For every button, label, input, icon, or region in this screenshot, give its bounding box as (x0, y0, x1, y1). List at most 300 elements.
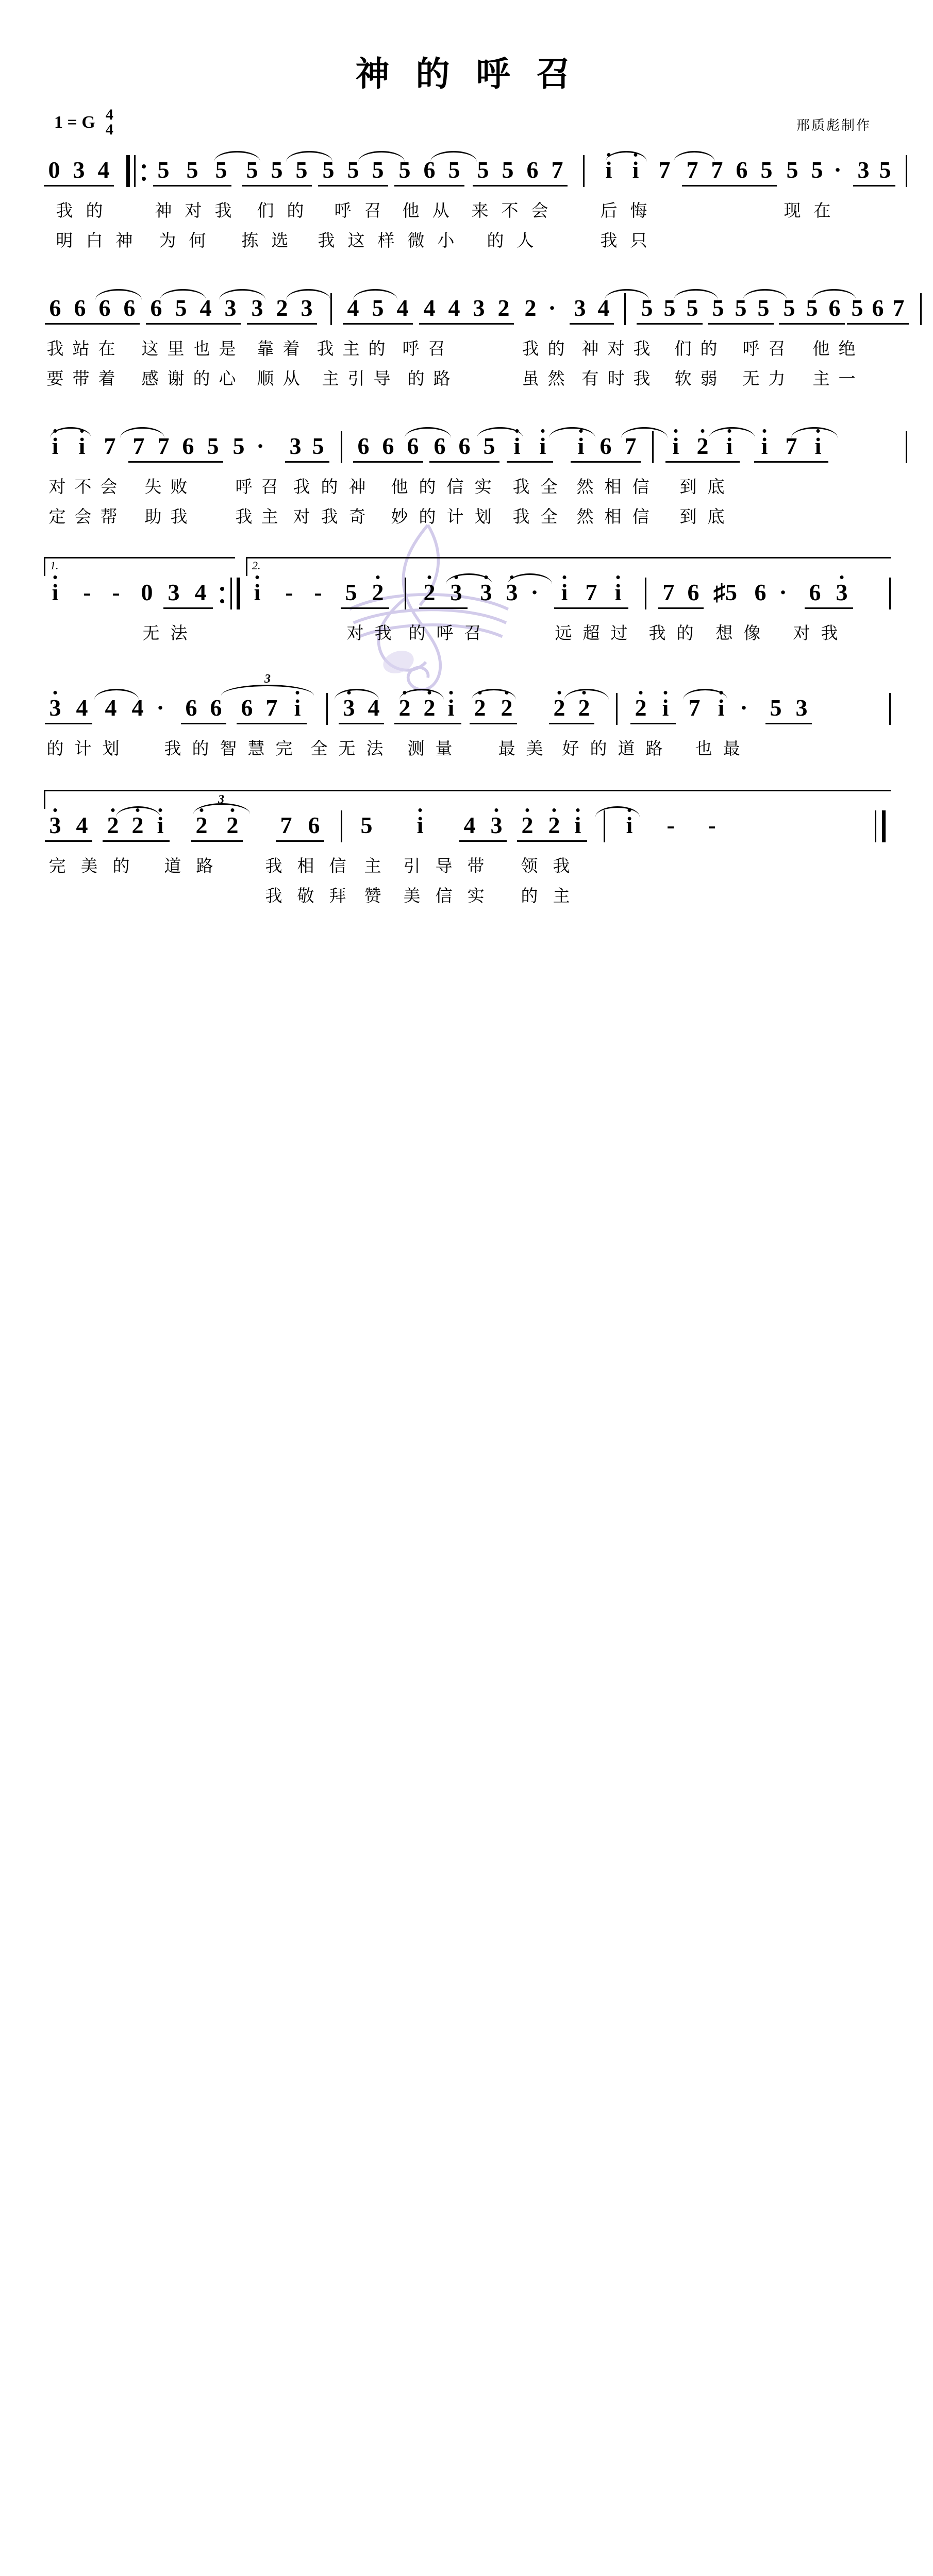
octave-dot-high (553, 808, 556, 812)
octave-dot-high (664, 691, 668, 694)
octave-dot-high (763, 429, 767, 433)
beam (237, 723, 307, 724)
octave-dot-high (515, 429, 519, 433)
dotted-rhythm-dot: · (834, 157, 842, 183)
note: 5 (448, 157, 460, 183)
octave-dot-high (674, 429, 678, 433)
beam (341, 607, 389, 609)
note: 6 (49, 295, 61, 321)
note: i (614, 579, 622, 605)
note: i (605, 157, 612, 183)
note: i (561, 579, 568, 605)
dotted-rhythm-dot: · (779, 579, 787, 605)
note: i (574, 812, 581, 838)
note: 7 (585, 579, 597, 605)
system-3 (44, 424, 889, 533)
triplet-marker: 3 (218, 793, 224, 806)
key-label: 1 = G (54, 112, 95, 132)
barline (889, 578, 891, 609)
beam (853, 185, 895, 187)
volta-label-2: 2. (252, 559, 261, 572)
beam (339, 723, 384, 724)
beam (242, 185, 312, 187)
note: 5 (735, 295, 747, 321)
beam (637, 323, 703, 325)
beam (658, 607, 704, 609)
octave-dot-high (701, 429, 705, 433)
note: 7 (658, 157, 671, 183)
final-thick-bar (882, 810, 886, 842)
barline (341, 431, 342, 463)
note: 4 (131, 694, 144, 721)
note: 2 (131, 812, 144, 838)
octave-dot-high (478, 691, 482, 694)
note: 3 (574, 295, 586, 321)
beam (419, 323, 514, 325)
barline (906, 431, 907, 463)
note: 0 (48, 157, 60, 183)
octave-dot-high (347, 691, 351, 694)
system-3-lyric-verse2: 定 会 帮 助 我 我 主 对 我 奇 妙 的 计 划 我 全 然 相 信 到 底 (48, 506, 725, 527)
volta-label-1: 1. (50, 559, 59, 572)
note: 5 (786, 157, 798, 183)
beam (45, 840, 92, 842)
beam (754, 461, 828, 463)
barline (330, 293, 332, 325)
note: 3 (168, 579, 180, 605)
beam (805, 607, 853, 609)
note: 3 (73, 157, 85, 183)
note: 3 (473, 295, 485, 321)
beam (507, 461, 553, 463)
note: 5 (175, 295, 187, 321)
header-row (0, 100, 933, 142)
note: 6 (407, 433, 419, 459)
note: 2 (474, 694, 486, 721)
beam (429, 461, 499, 463)
note: i (632, 157, 639, 183)
beam (285, 461, 329, 463)
note: i (814, 433, 822, 459)
time-signature (103, 108, 113, 137)
octave-dot-high (403, 691, 407, 694)
note: 2 (578, 694, 590, 721)
note: 2 (521, 812, 534, 838)
note: 6 (423, 157, 436, 183)
beam (146, 323, 241, 325)
note: 5 (215, 157, 227, 183)
octave-dot-high (617, 575, 620, 579)
note: 5 (663, 295, 676, 321)
beam (394, 185, 464, 187)
note: 3 (795, 694, 808, 721)
note: 4 (448, 295, 460, 321)
note: 7 (711, 157, 723, 183)
beam (665, 461, 740, 463)
note: 5 (271, 157, 283, 183)
repeat-dot (220, 587, 224, 591)
note: 7 (662, 579, 675, 605)
beam (163, 607, 213, 609)
system-6-lyric-verse2: 我 敬 拜 赞 美 信 实 的 主 (265, 886, 570, 906)
note: 5 (806, 295, 818, 321)
note: 5 (372, 157, 384, 183)
note: 5 (483, 433, 495, 459)
dotted-rhythm-dot: · (156, 694, 164, 721)
note: 5 (347, 157, 359, 183)
octave-dot-high (639, 691, 643, 694)
note: i (52, 433, 59, 459)
octave-dot-high (231, 808, 235, 812)
octave-dot-high (505, 691, 509, 694)
octave-dot-high (485, 575, 488, 579)
beam (103, 840, 170, 842)
note: 4 (597, 295, 610, 321)
note: 6 (74, 295, 86, 321)
note: 3 (857, 157, 870, 183)
note: 5 (372, 295, 384, 321)
note: 7 (551, 157, 563, 183)
note: i (447, 694, 455, 721)
note: 0 (141, 579, 153, 605)
octave-dot-high (296, 691, 299, 694)
system-2 (44, 286, 905, 395)
octave-dot-high (579, 429, 583, 433)
note: i (662, 694, 669, 721)
note: 7 (892, 295, 905, 321)
note: 2 (423, 694, 436, 721)
note: 3 (49, 694, 61, 721)
octave-dot-high (541, 429, 545, 433)
note: 4 (76, 694, 88, 721)
repeat-dot (142, 164, 146, 168)
octave-dot-high (455, 575, 458, 579)
repeat-dot (142, 177, 146, 181)
beam (459, 840, 507, 842)
beam (45, 723, 92, 724)
barline (583, 155, 585, 187)
note-sharp: ♯5 (713, 579, 737, 605)
note: 5 (186, 157, 198, 183)
note: i (416, 812, 424, 838)
octave-dot-high (840, 575, 844, 579)
note: 5 (760, 157, 773, 183)
repeat-end-thin-bar (230, 578, 232, 609)
beam (44, 185, 114, 187)
note: i (672, 433, 679, 459)
beam (847, 323, 909, 325)
note: 2 (398, 694, 411, 721)
octave-dot-high (510, 575, 514, 579)
note: 6 (754, 579, 767, 605)
note: 2 (524, 295, 537, 321)
repeat-start-thin-bar (134, 155, 136, 187)
note: 3 (450, 579, 462, 605)
octave-dot-high (54, 808, 57, 812)
note: 7 (280, 812, 292, 838)
octave-dot-high (607, 153, 611, 157)
beam (191, 840, 243, 842)
note: 5 (770, 694, 782, 721)
note: 6 (736, 157, 748, 183)
octave-dot-high (449, 691, 453, 694)
note: 5 (757, 295, 770, 321)
system-2-lyric-verse2: 要 带 着 感 谢 的 心 顺 从 主 引 导 的 路 虽 然 有 时 我 软 弱 无 力 主 一 (46, 368, 856, 388)
octave-dot-high (376, 575, 380, 579)
note: 4 (463, 812, 476, 838)
note: 5 (322, 157, 335, 183)
beam (343, 323, 413, 325)
note: 5 (686, 295, 698, 321)
note: i (254, 579, 261, 605)
system-6-lyric-verse1: 完 美 的 道 路 我 相 信 主 引 导 带 领 我 (48, 856, 570, 876)
note: 2 (276, 295, 288, 321)
beam (318, 185, 388, 187)
octave-dot-high (54, 575, 57, 579)
dotted-rhythm-dot: · (740, 694, 748, 721)
slur (595, 806, 640, 817)
note: 2 (497, 295, 510, 321)
octave-dot-high (495, 808, 498, 812)
note: 4 (97, 157, 110, 183)
octave-dot-high (428, 691, 431, 694)
octave-dot-high (634, 153, 638, 157)
note: i (157, 812, 164, 838)
beam (708, 323, 774, 325)
note: 5 (312, 433, 324, 459)
note: 4 (76, 812, 88, 838)
beam (549, 723, 594, 724)
beam (765, 723, 812, 724)
note: 5 (345, 579, 357, 605)
system-5-notes (44, 672, 889, 733)
beam (128, 461, 223, 463)
note: i (539, 433, 546, 459)
system-2-notes (44, 286, 905, 333)
note: 2 (423, 579, 436, 605)
beam (45, 323, 140, 325)
note: 6 (241, 694, 253, 721)
note: 5 (641, 295, 653, 321)
note: 7 (785, 433, 797, 459)
note: 4 (423, 295, 436, 321)
note: 6 (382, 433, 394, 459)
note: 6 (526, 157, 539, 183)
note: 6 (98, 295, 111, 321)
triplet-marker: 3 (264, 672, 271, 686)
note: 6 (182, 433, 194, 459)
system-4-notes (44, 570, 889, 618)
note: 7 (104, 433, 116, 459)
octave-dot-high (526, 808, 529, 812)
system-5-lyric-verse1: 的 计 划 我 的 智 慧 完 全 无 法 测 量 最 美 好 的 道 路 也 最 (46, 738, 740, 758)
note: 5 (207, 433, 219, 459)
barline (604, 810, 605, 842)
repeat-start-thick-bar (126, 155, 130, 187)
note: 7 (157, 433, 170, 459)
octave-dot-high (428, 575, 431, 579)
note: 7 (265, 694, 278, 721)
note: 4 (194, 579, 207, 605)
note: 3 (490, 812, 503, 838)
octave-dot-high (576, 808, 580, 812)
system-4 (44, 559, 889, 648)
octave-dot-high (200, 808, 204, 812)
note: 5 (811, 157, 823, 183)
beam (276, 840, 324, 842)
octave-dot-high (628, 808, 631, 812)
note: 4 (368, 694, 380, 721)
dotted-rhythm-dot: · (548, 295, 556, 321)
note: 2 (372, 579, 384, 605)
octave-dot-high (136, 808, 140, 812)
note: 3 (49, 812, 61, 838)
octave-dot-high (54, 429, 57, 433)
beam (419, 607, 468, 609)
note: 4 (347, 295, 359, 321)
note: 3 (289, 433, 302, 459)
beam (682, 185, 777, 187)
note: 2 (501, 694, 513, 721)
note: 2 (635, 694, 647, 721)
note: 2 (548, 812, 560, 838)
note: i (718, 694, 725, 721)
beam (779, 323, 845, 325)
note: 3 (301, 295, 313, 321)
octave-dot-high (558, 691, 561, 694)
note: 6 (210, 694, 222, 721)
note: 2 (107, 812, 119, 838)
system-1-lyric-verse1: 我 的 神 对 我 们 的 呼 召 他 从 来 不 会 后 悔 现 在 (56, 200, 831, 221)
note: 6 (185, 694, 197, 721)
note: 6 (828, 295, 841, 321)
barline (920, 293, 922, 325)
octave-dot-high (817, 429, 820, 433)
note: 6 (434, 433, 446, 459)
note: - (83, 579, 91, 605)
note: 6 (357, 433, 370, 459)
note: 5 (783, 295, 795, 321)
note: 6 (458, 433, 471, 459)
note: 6 (599, 433, 612, 459)
note: 4 (105, 694, 117, 721)
octave-dot-high (111, 808, 115, 812)
barline (652, 431, 654, 463)
note: 5 (712, 295, 724, 321)
note: 6 (687, 579, 699, 605)
note: 2 (195, 812, 208, 838)
author-credit: 邢质彪制作 (796, 118, 871, 133)
note: 5 (295, 157, 308, 183)
note: i (294, 694, 301, 721)
note: 7 (688, 694, 701, 721)
slur (549, 427, 595, 438)
note: 5 (232, 433, 245, 459)
beam (153, 185, 231, 187)
beam (571, 461, 641, 463)
key-signature (54, 108, 113, 137)
note: 4 (396, 295, 409, 321)
barline (405, 578, 406, 609)
octave-dot-high (582, 691, 586, 694)
note: - (314, 579, 322, 605)
note: i (761, 433, 768, 459)
system-1-notes (44, 148, 889, 195)
note: 5 (851, 295, 863, 321)
note: - (667, 812, 675, 838)
beam (394, 723, 461, 724)
system-3-notes (44, 424, 889, 471)
octave-dot-high (159, 808, 162, 812)
note: 6 (150, 295, 162, 321)
page-title: 神 的 呼 召 (355, 54, 578, 94)
octave-dot-high (80, 429, 84, 433)
barline (889, 693, 891, 725)
note: i (52, 579, 59, 605)
beam (570, 323, 614, 325)
note: 6 (809, 579, 821, 605)
octave-dot-high (720, 691, 723, 694)
system-5 (44, 672, 889, 763)
note: 5 (157, 157, 170, 183)
note: 3 (343, 694, 355, 721)
note: i (577, 433, 585, 459)
note: 3 (480, 579, 492, 605)
beam (554, 607, 628, 609)
note: 5 (360, 812, 373, 838)
note: 3 (251, 295, 263, 321)
barline (341, 810, 342, 842)
system-2-lyric-verse1: 我 站 在 这 里 也 是 靠 着 我 主 的 呼 召 我 的 神 对 我 们 的 呼 召 他 绝 (46, 338, 856, 359)
note: 4 (199, 295, 212, 321)
note: - (112, 579, 120, 605)
note: 5 (502, 157, 514, 183)
system-4-lyric-verse1: 无 法 对 我 的 呼 召 远 超 过 我 的 想 像 对 我 (142, 623, 838, 643)
note: 6 (872, 295, 884, 321)
system-1-lyric-verse2: 明 白 神 为 何 拣 选 我 这 样 微 小 的 人 我 只 (56, 230, 647, 250)
note: i (626, 812, 633, 838)
barline (624, 293, 626, 325)
system-1 (44, 148, 889, 257)
beam (517, 840, 587, 842)
final-thin-bar (875, 810, 876, 842)
octave-dot-high (54, 691, 57, 694)
beam (470, 723, 517, 724)
note: i (78, 433, 86, 459)
barline (906, 155, 907, 187)
beam (630, 723, 676, 724)
time-signature-denominator: 4 (105, 121, 113, 138)
system-3-lyric-verse1: 对 不 会 失 败 呼 召 我 的 神 他 的 信 实 我 全 然 相 信 到 底 (48, 477, 725, 497)
repeat-end-thick-bar (237, 578, 240, 609)
dotted-rhythm-dot: · (256, 433, 264, 459)
system-6-notes (44, 793, 889, 851)
barline (616, 693, 618, 725)
barline (326, 693, 328, 725)
dotted-rhythm-dot: · (530, 579, 539, 605)
note: 7 (132, 433, 145, 459)
note: 6 (123, 295, 136, 321)
note: - (708, 812, 716, 838)
repeat-dot (220, 599, 224, 603)
note: 2 (553, 694, 565, 721)
beam (473, 185, 568, 187)
octave-dot-high (256, 575, 259, 579)
beam (181, 723, 226, 724)
beam (247, 323, 317, 325)
note: 3 (836, 579, 848, 605)
note: 5 (398, 157, 411, 183)
